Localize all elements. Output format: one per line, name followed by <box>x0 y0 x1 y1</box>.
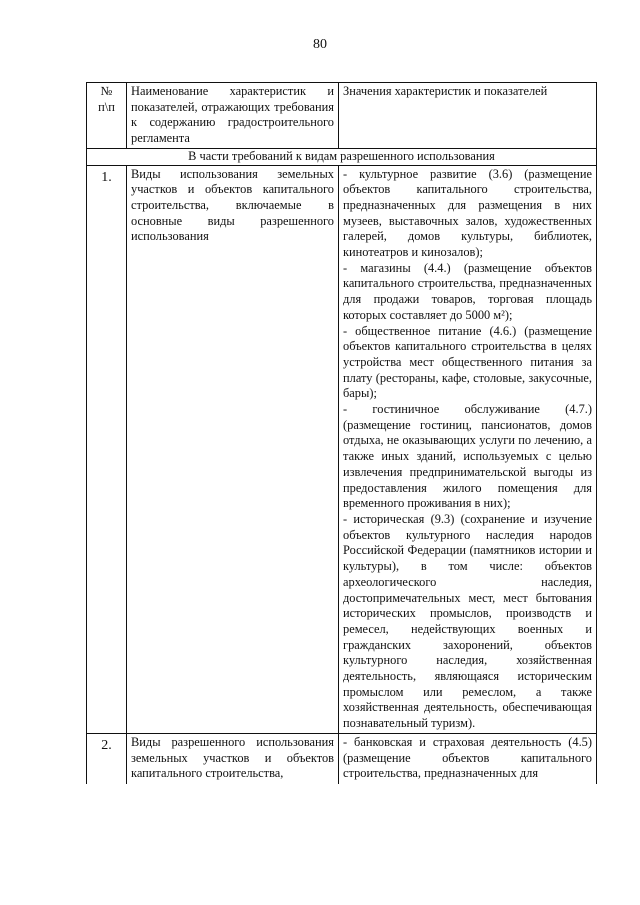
row-values <box>339 165 597 733</box>
row-name: Виды разрешенного использования земельных участков и объектов капитального строительства, <box>127 733 339 783</box>
header-values: Значения характеристик и показателей <box>339 83 597 149</box>
row-name: Виды использования земельных участков и объектов капитального строительства, включаемые в основные виды разрешенного использования <box>127 165 339 733</box>
value-item: - банковская и страховая деятельность (4.5)(размещение объектов капитального строительства, предназначенных для <box>343 734 592 781</box>
page-number: 80 <box>313 37 327 52</box>
row-values <box>339 733 597 783</box>
value-item: - историческая (9.3) (сохранение и изучение объектов культурного наследия народов Российской Федерации (памятников истории и культуры), в том числе: объектов археологического наследия, достопримечательных мест, мест бытования исторических промыслов, производств и ремесел, недействующих военных и гражданских захоронений, объектов культурного наследия, хозяйственная деятельность, являющаяся историческим промыслом или ремеслом, а также хозяйственная деятельность, обеспечивающая познавательный туризм). <box>343 511 592 731</box>
header-name: Наименование характеристик и показателей, отражающих требования к содержанию градостроительного регламента <box>127 83 339 149</box>
value-item: - культурное развитие (3.6) (размещение объектов капитального строительства, предназначенных для размещения в них музеев, выставочных залов, художественных галерей, домов культуры, библиотек, кинотеатров и кинозалов); <box>343 166 592 260</box>
value-item: - гостиничное обслуживание (4.7.) (размещение гостиниц, пансионатов, домов отдыха, не оказывающих услуги по лечению, а также иных зданий, используемых с целью извлечения предпринимательской выгоды из предоставления жилого помещения для временного проживания в них); <box>343 402 592 511</box>
row-number: 2. <box>87 733 127 783</box>
table-row <box>87 165 597 733</box>
header-num: № п\п <box>87 83 127 149</box>
table-header-row <box>87 83 597 149</box>
section-title: В части требований к видам разрешенного использования <box>87 148 597 165</box>
section-row <box>87 148 597 165</box>
table-row <box>87 733 597 783</box>
value-item: - общественное питание (4.6.) (размещение объектов капитального строительства в целях устройства мест общественного питания за плату (рестораны, кафе, столовые, закусочные, бары); <box>343 323 592 401</box>
requirements-table <box>86 82 597 784</box>
row-number: 1. <box>87 165 127 733</box>
value-item: - магазины (4.4.) (размещение объектов капитального строительства, предназначенных для продажи товаров, торговая площадь которых составляет до 5000 м²); <box>343 260 592 322</box>
